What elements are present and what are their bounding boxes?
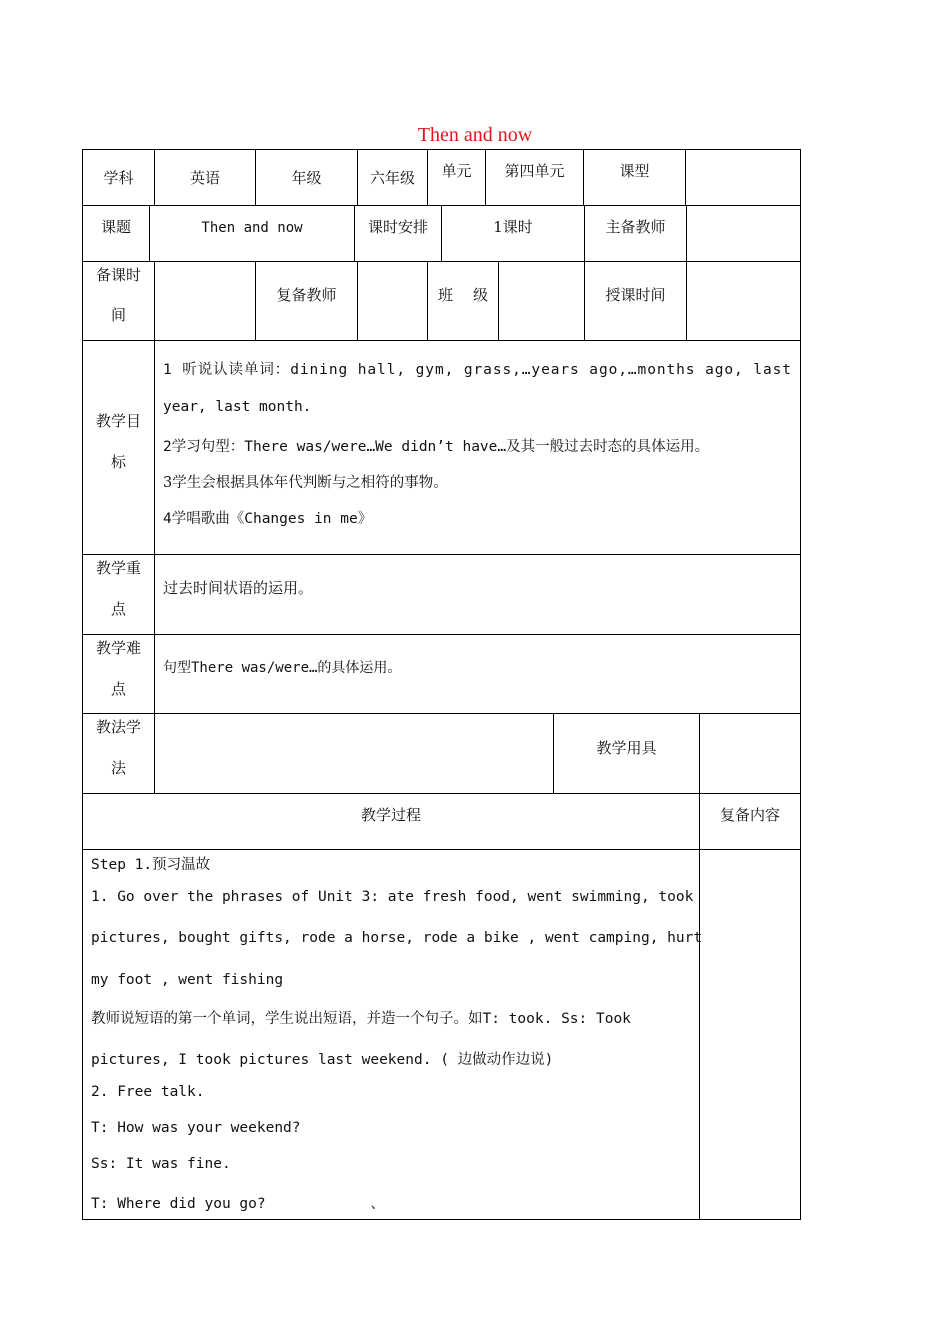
process-line: pictures, I took pictures last weekend. ( 边做动作边说) [91,1052,554,1068]
goal-line [163,358,791,379]
process-line: T: Where did you go? 、 [91,1196,385,1212]
review-teacher-label: 复备教师 [276,286,337,304]
teaching-tools-label: 教学用具 [596,739,657,757]
process-line: 2. Free talk. [91,1084,205,1100]
goal-line: 2学习句型：There was/were…We didn’t have…及其一般过去时态的具体运用。 [163,439,710,455]
process-line [91,930,703,946]
process-content [91,849,703,1219]
difficult-points-label: 教学难 点 [95,639,141,698]
topic-label: 课题 [100,218,131,236]
goal-line: 4学唱歌曲《Changes in me》 [163,511,373,527]
process-line: Ss: It was fine. [91,1156,231,1172]
prep-time-label: 备课时 间 [95,266,141,324]
goals-content [163,340,791,554]
process-line: 教师说短语的第一个单词，学生说出短语，并造一个句子。如T: took. Ss: Took [91,1011,631,1027]
process-line [91,889,694,905]
unit-label: 单元 [441,162,472,180]
goals-label: 教学目 标 [95,412,141,471]
hours-label: 课时安排 [367,218,428,236]
lesson-type-label: 课型 [619,162,650,180]
methods-label: 教法学 法 [95,718,141,777]
class-label: 班 级 [438,286,488,304]
goal-line: 3学生会根据具体年代判断与之相符的事物。 [163,475,448,491]
key-points-text: 过去时间状语的运用。 [163,579,314,597]
hours-value: 1课时 [493,218,533,236]
goal-line: year, last month. [163,399,312,415]
subject-value: 英语 [189,169,220,187]
grade-value: 六年级 [369,169,415,187]
goal-line-text: 1 听说认读单词：dining hall, gym, grass,…years ago,…months ago, last [163,362,792,378]
process-line: T: How was your weekend? [91,1120,301,1136]
subject-label: 学科 [103,169,134,187]
difficult-points-text: 句型There was/were…的具体运用。 [163,660,402,676]
process-line-text: pictures, bought gifts, rode a horse, rode a bike , went camping, hurt [91,930,703,946]
key-points-label: 教学重 点 [95,559,141,618]
teaching-process-header: 教学过程 [360,806,421,824]
main-teacher-label: 主备教师 [605,218,666,236]
unit-value: 第四单元 [504,162,565,180]
topic-value: Then and now [201,220,303,236]
teach-time-label: 授课时间 [605,286,666,304]
process-line: Step 1.预习温故 [91,857,211,873]
grade-label: 年级 [291,169,322,187]
process-line: my foot , went fishing [91,972,284,988]
process-line-text: 1. Go over the phrases of Unit 3: ate fresh food, went swimming, took [91,889,694,905]
review-content-header: 复备内容 [719,806,780,824]
document-title: Then and now [417,124,533,146]
